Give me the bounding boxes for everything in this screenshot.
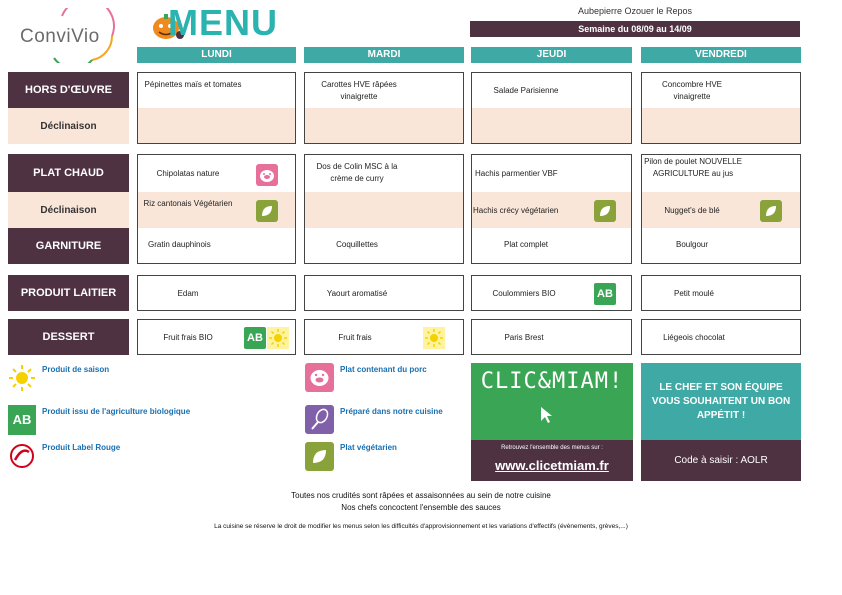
cell-hors-jeudi xyxy=(471,72,632,144)
day-header-mardi: MARDI xyxy=(304,47,464,63)
row-label-declinaison: Déclinaison xyxy=(8,192,129,228)
day-header-jeudi: JEUDI xyxy=(471,47,632,63)
menu-item: Paris Brest xyxy=(504,333,544,342)
clicetmiam-link[interactable]: www.clicetmiam.fr xyxy=(495,458,609,473)
menu-item: Petit moulé xyxy=(673,289,715,298)
access-code: Code à saisir : AOLR xyxy=(674,455,768,466)
menu-item: Yaourt aromatisé xyxy=(326,289,388,298)
menu-item: Riz cantonais Végétarien xyxy=(143,199,233,208)
cursor-icon xyxy=(539,405,555,425)
menu-item: Chipolatas nature xyxy=(156,169,220,178)
clicetmiam-logo: CLIC&MIAM! xyxy=(480,369,624,394)
cell-dessert-jeudi xyxy=(471,319,632,355)
leaf-icon xyxy=(594,200,616,222)
organic-ab-icon: AB xyxy=(594,283,616,305)
menu-item: Concombre HVE vinaigrette xyxy=(661,80,723,101)
brand-name: ConviVio xyxy=(20,26,100,47)
footer-line-2: Nos chefs concoctent l'ensemble des sauces xyxy=(341,503,501,512)
menu-item: Edam xyxy=(177,289,199,298)
footer-line-1: Toutes nos crudités sont râpées et assaisonnées au sein de notre cuisine xyxy=(291,491,551,500)
clicetmiam-link-box[interactable] xyxy=(471,440,633,481)
leaf-icon xyxy=(305,442,334,471)
row-label-produit-laitier: PRODUIT LAITIER xyxy=(8,275,129,311)
organic-ab-icon: AB xyxy=(8,405,36,435)
legend-label: Produit Label Rouge xyxy=(42,443,121,452)
menu-item: Pilon de poulet NOUVELLE AGRICULTURE au jus xyxy=(644,157,742,178)
menu-item: Dos de Colin MSC à la crème de curry xyxy=(316,162,398,183)
menu-item: Fruit frais xyxy=(338,333,372,342)
sun-icon xyxy=(267,327,289,349)
legend-label: Plat contenant du porc xyxy=(340,365,427,374)
sun-icon xyxy=(8,364,36,392)
menu-item: Plat complet xyxy=(503,240,549,249)
footer-disclaimer: La cuisine se réserve le droit de modifier les menus selon les difficultés d'approvisionnement et les variations d'effectifs (évènements, grèves,...) xyxy=(214,523,628,530)
cell-dessert-vendredi xyxy=(641,319,801,355)
legend-label: Préparé dans notre cuisine xyxy=(340,407,443,416)
cell-hors-mardi xyxy=(304,72,464,144)
legend-label: Plat végétarien xyxy=(340,443,397,452)
chef-message-box xyxy=(641,363,801,440)
menu-item: Pépinettes maïs et tomates xyxy=(144,80,242,89)
organic-ab-icon: AB xyxy=(244,327,266,349)
cell-dessert-mardi xyxy=(304,319,464,355)
row-label-dessert: DESSERT xyxy=(8,319,129,355)
cell-dessert-lundi xyxy=(137,319,296,355)
pig-icon xyxy=(256,164,278,186)
menu-item: Boulgour xyxy=(675,240,709,249)
menu-item: Hachis crécy végétarien xyxy=(473,206,559,215)
menu-item: Gratin dauphinois xyxy=(148,240,211,249)
row-label-plat-chaud: PLAT CHAUD xyxy=(8,154,129,192)
row-label-garniture: GARNITURE xyxy=(8,228,129,264)
retrouvez-text: Retrouvez l'ensemble des menus sur : xyxy=(501,445,603,451)
cell-hors-vendredi xyxy=(641,72,801,144)
menu-item: Nugget's de blé xyxy=(664,206,720,215)
cell-plat-jeudi xyxy=(471,154,632,264)
menu-item: Coulommiers BIO xyxy=(492,289,556,298)
menu-item: Hachis parmentier VBF xyxy=(475,169,558,178)
row-label-hors-doeuvre: HORS D'ŒUVRE xyxy=(8,72,129,108)
label-rouge-icon xyxy=(8,443,36,469)
pig-icon xyxy=(305,363,334,392)
day-header-vendredi: VENDREDI xyxy=(641,47,801,63)
menu-item: Liégeois chocolat xyxy=(663,333,725,342)
cell-laitier-mardi xyxy=(304,275,464,311)
brand-logo xyxy=(14,8,124,63)
cell-hors-lundi xyxy=(137,72,296,144)
cell-laitier-lundi xyxy=(137,275,296,311)
cell-laitier-jeudi xyxy=(471,275,632,311)
chef-message: LE CHEF ET SON ÉQUIPE VOUS SOUHAITENT UN BON APPÉTIT ! xyxy=(651,381,791,421)
menu-item: Coquillettes xyxy=(336,240,378,249)
sun-icon xyxy=(423,327,445,349)
menu-item: Carottes HVE râpées vinaigrette xyxy=(321,80,397,101)
legend-label: Produit de saison xyxy=(42,365,110,374)
clicetmiam-banner[interactable] xyxy=(471,363,633,440)
page-title: MENU xyxy=(168,2,278,43)
day-header-lundi: LUNDI xyxy=(137,47,296,63)
leaf-icon xyxy=(256,200,278,222)
location: Aubepierre Ozouer le Repos xyxy=(577,6,693,16)
cell-plat-lundi xyxy=(137,154,296,264)
menu-item: Salade Parisienne xyxy=(493,86,559,95)
legend-label: Produit issu de l'agriculture biologique xyxy=(42,407,191,416)
whisk-icon xyxy=(305,405,334,434)
cell-laitier-vendredi xyxy=(641,275,801,311)
week-range: Semaine du 08/09 au 14/09 xyxy=(470,21,800,37)
row-label-declinaison: Déclinaison xyxy=(8,108,129,144)
menu-item: Fruit frais BIO xyxy=(163,333,213,342)
code-box xyxy=(641,440,801,481)
leaf-icon xyxy=(760,200,782,222)
cell-plat-mardi xyxy=(304,154,464,264)
cell-plat-vendredi xyxy=(641,154,801,264)
